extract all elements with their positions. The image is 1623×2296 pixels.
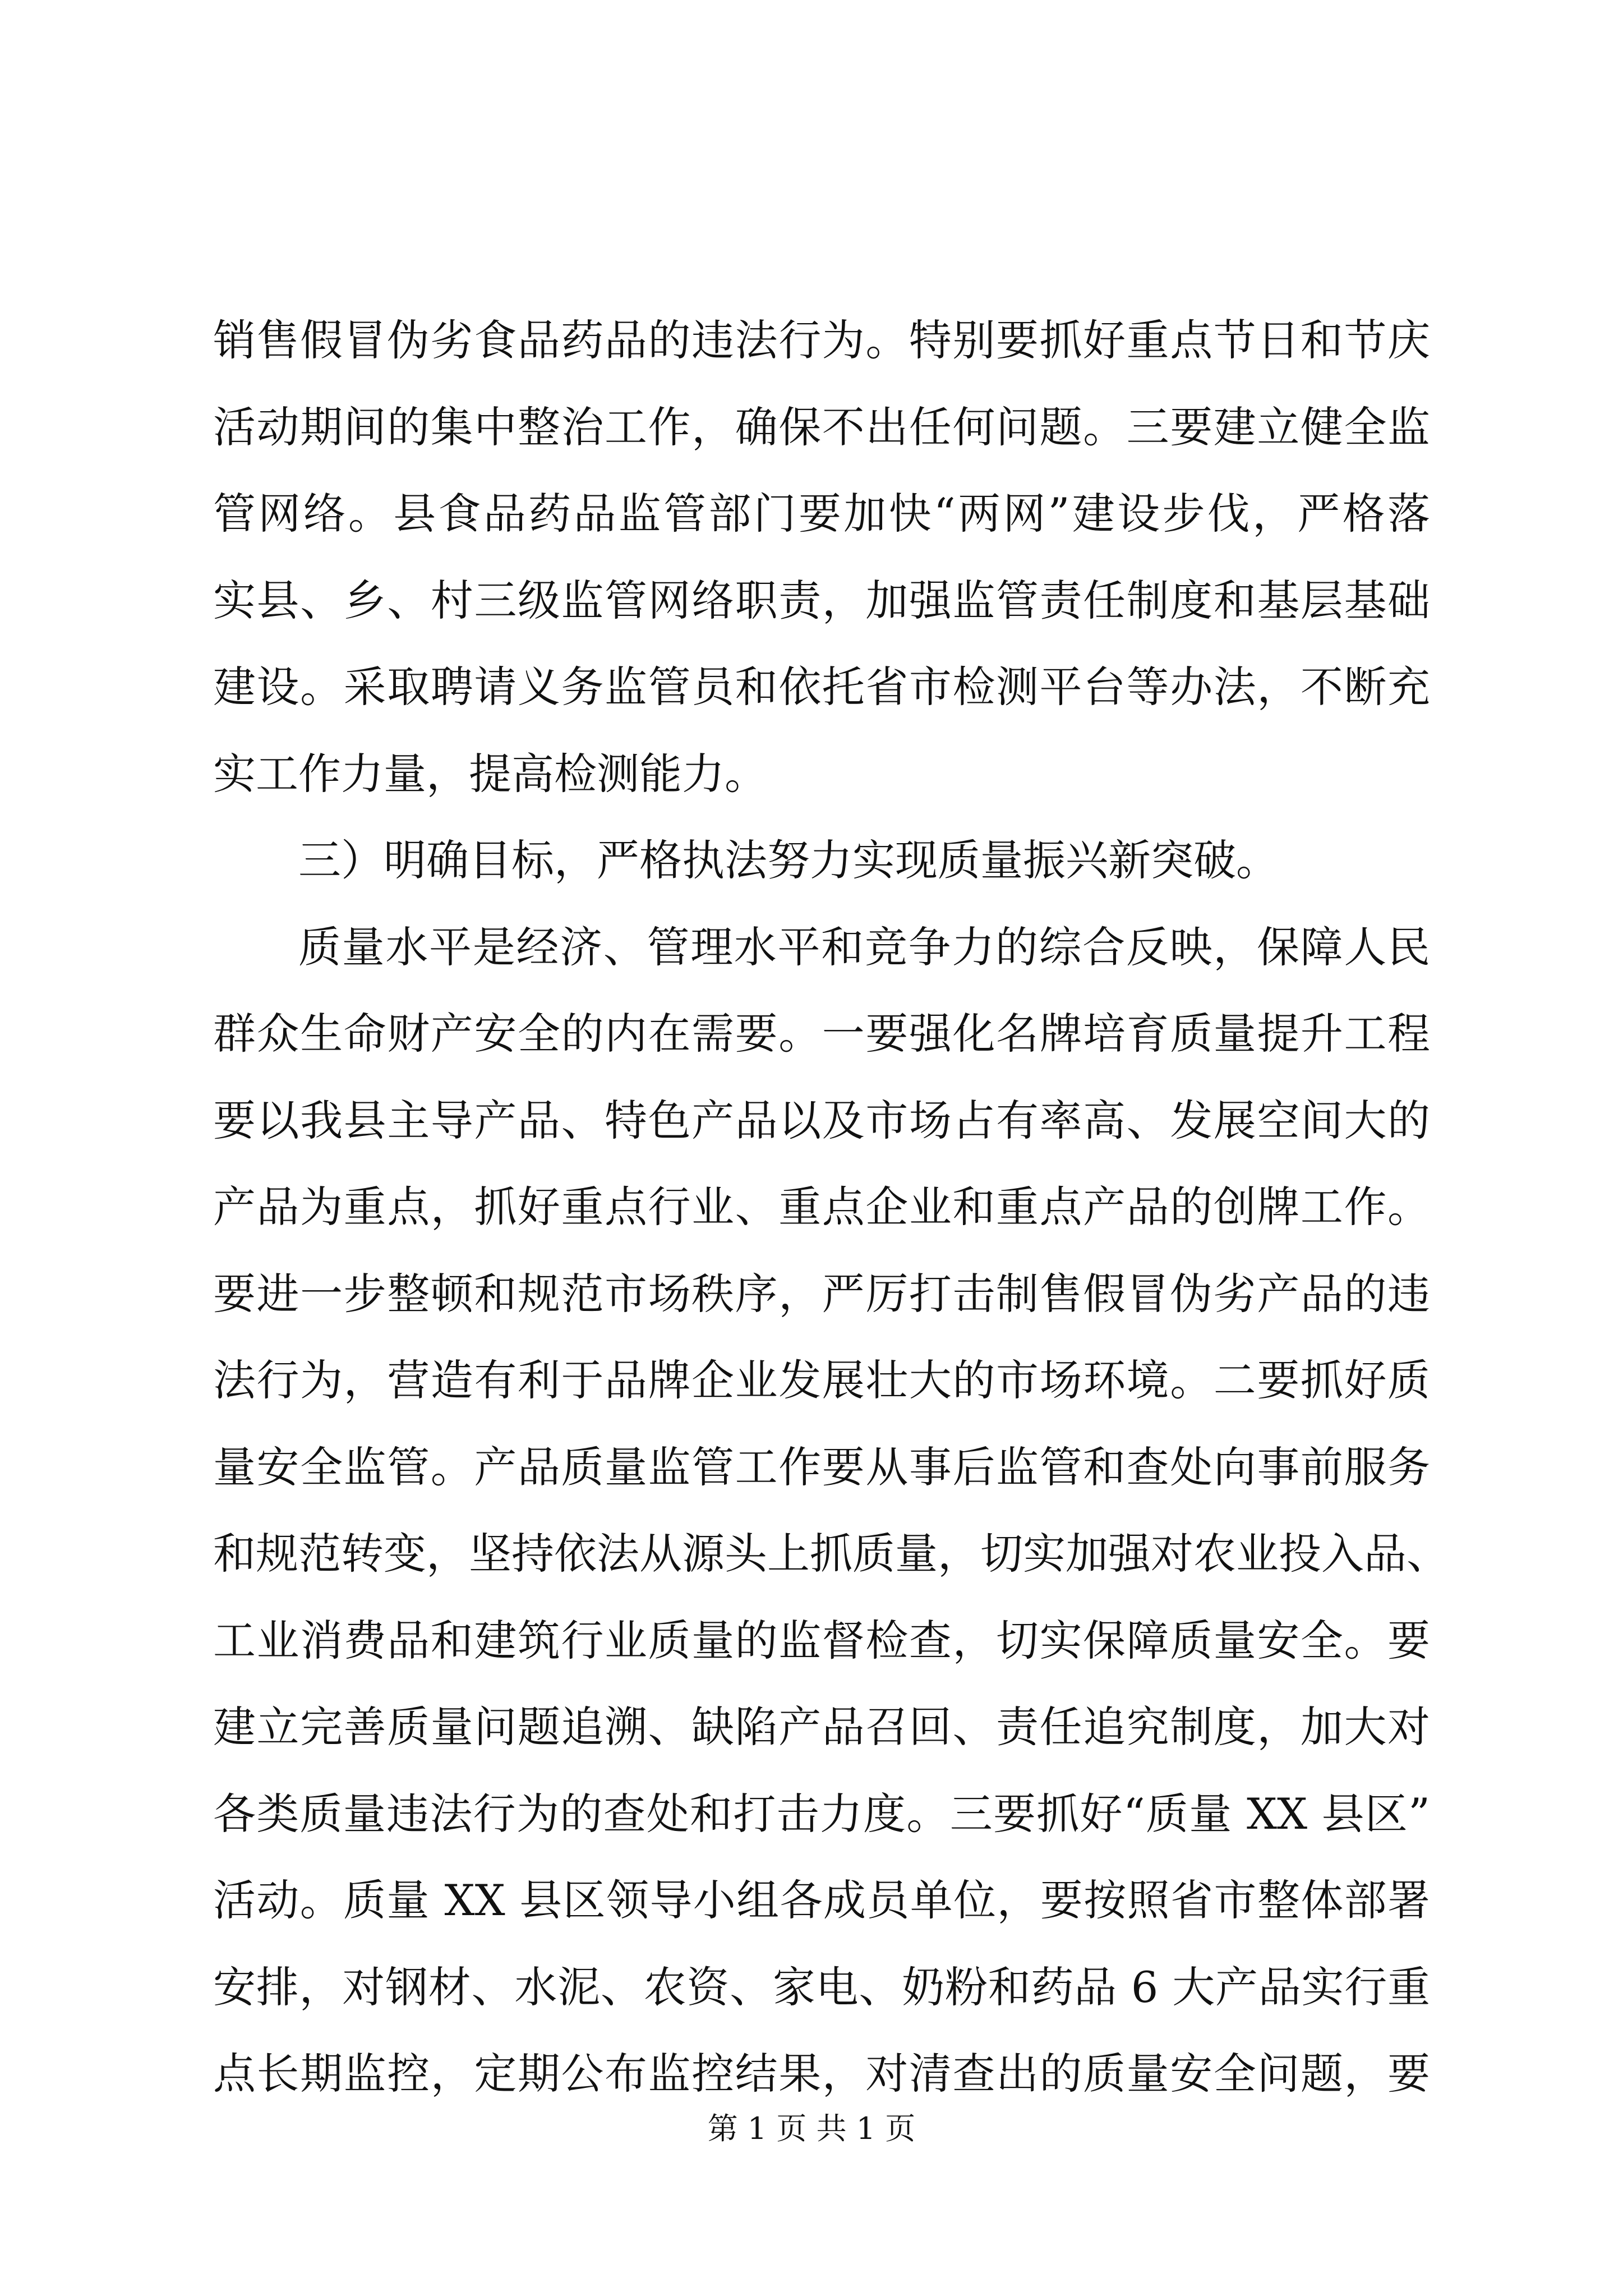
text-line: 管网络。县食品药品监管部门要加快“两网”建设步伐，严格落 (213, 489, 1430, 539)
text-line: 活动。质量 XX 县区领导小组各成员单位，要按照省市整体部署 (213, 1875, 1430, 1925)
text-line: 安排，对钢材、水泥、农资、家电、奶粉和药品 6 大产品实行重 (213, 1962, 1430, 2012)
text-line: 工业消费品和建筑行业质量的监督检查，切实保障质量安全。要 (213, 1615, 1430, 1665)
text-line: 产品为重点，抓好重点行业、重点企业和重点产品的创牌工作。 (213, 1182, 1430, 1232)
text-line: 点长期监控，定期公布监控结果，对清查出的质量安全问题，要 (213, 2049, 1430, 2099)
text-line: 建设。采取聘请义务监管员和依托省市检测平台等办法，不断充 (213, 662, 1430, 712)
text-line: 活动期间的集中整治工作，确保不出任何问题。三要建立健全监 (213, 402, 1430, 452)
text-line: 法行为，营造有利于品牌企业发展壮大的市场环境。二要抓好质 (213, 1355, 1430, 1405)
text-line: 要进一步整顿和规范市场秩序，严厉打击制售假冒伪劣产品的违 (213, 1268, 1430, 1319)
text-line: 实工作力量，提高检测能力。 (213, 748, 767, 799)
text-line: 各类质量违法行为的查处和打击力度。三要抓好“质量 XX 县区” (213, 1788, 1430, 1839)
document-body (213, 297, 1449, 2118)
text-line: 销售假冒伪劣食品药品的违法行为。特别要抓好重点节日和节庆 (213, 315, 1430, 365)
text-line: 实县、乡、村三级监管网络职责，加强监管责任制度和基层基础 (213, 575, 1430, 625)
section-heading: 三）明确目标，严格执法努力实现质量振兴新突破。 (298, 835, 1279, 885)
text-line: 建立完善质量问题追溯、缺陷产品召回、责任追究制度，加大对 (213, 1702, 1430, 1752)
page-footer (0, 2105, 1623, 2148)
text-line: 和规范转变，坚持依法从源头上抓质量，切实加强对农业投入品、 (213, 1529, 1449, 1579)
text-line: 群众生命财产安全的内在需要。一要强化名牌培育质量提升工程 (213, 1009, 1430, 1059)
page-number-label: 第 1 页 共 1 页 (707, 2111, 916, 2146)
text-line: 量安全监管。产品质量监管工作要从事后监管和查处向事前服务 (213, 1442, 1430, 1492)
text-line: 要以我县主导产品、特色产品以及市场占有率高、发展空间大的 (213, 1095, 1430, 1145)
text-line: 质量水平是经济、管理水平和竞争力的综合反映，保障人民 (298, 922, 1430, 972)
